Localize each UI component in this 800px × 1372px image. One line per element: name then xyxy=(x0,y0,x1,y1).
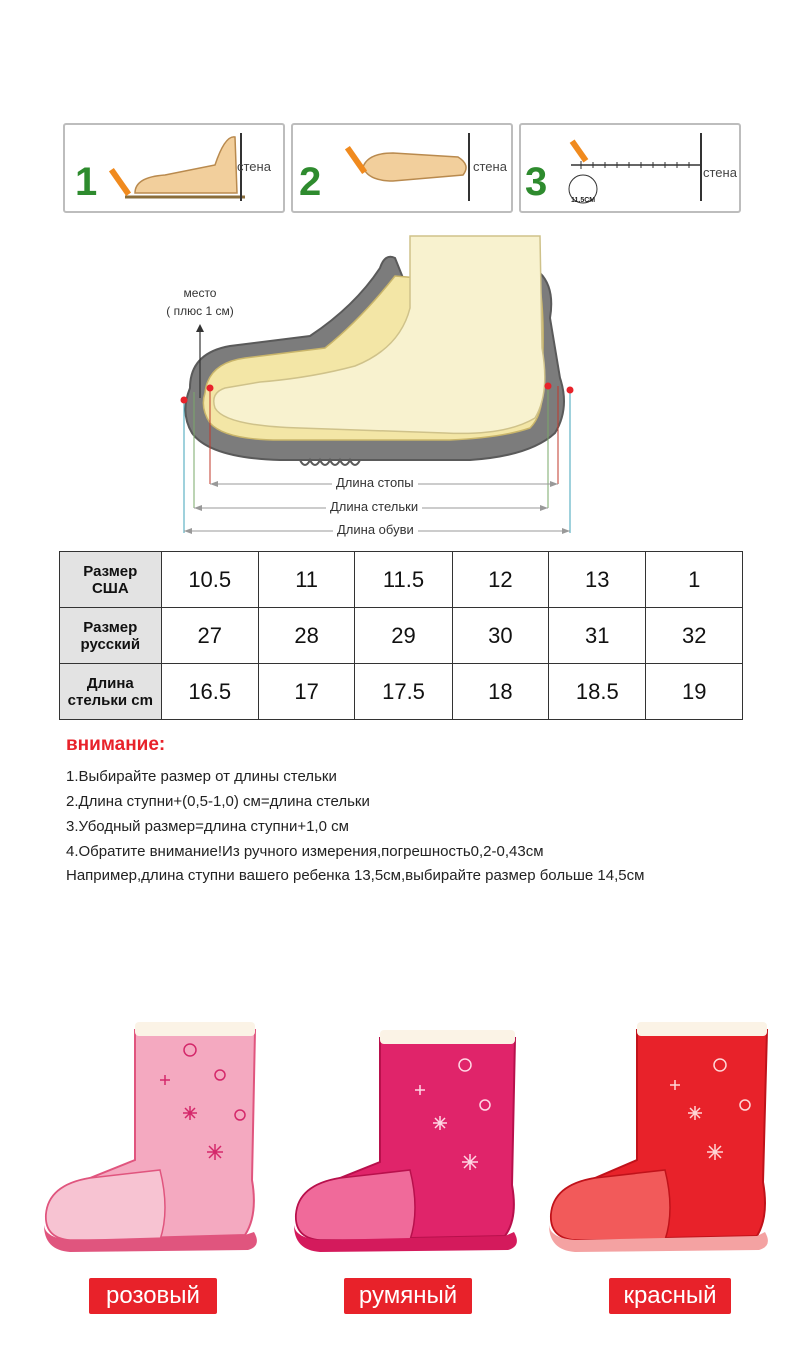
table-cell: 11.5 xyxy=(355,552,452,608)
table-cell: 18.5 xyxy=(549,664,646,720)
table-cell: 32 xyxy=(646,608,743,664)
table-row xyxy=(60,608,743,664)
size-chart-table xyxy=(59,551,743,720)
boot-red-illustration xyxy=(545,1010,775,1260)
foot-length-label: Длина стопы xyxy=(332,475,418,490)
table-cell: 28 xyxy=(258,608,355,664)
row-header xyxy=(60,664,162,720)
note-line: 1.Выбирайте размер от длины стельки xyxy=(66,768,337,785)
color-option-pink[interactable]: розовый xyxy=(89,1278,217,1314)
note-line: 4.Обратите внимание!Из ручного измерения,погрешность0,2-0,43см xyxy=(66,843,544,860)
attention-heading: внимание: xyxy=(66,734,166,755)
table-cell: 12 xyxy=(452,552,549,608)
row-header-line2: русский xyxy=(80,635,141,653)
table-cell: 1 xyxy=(646,552,743,608)
boot-pink-image[interactable] xyxy=(40,1010,270,1260)
note-line: 3.Убодный размер=длина ступни+1,0 см xyxy=(66,818,349,835)
table-cell: 17.5 xyxy=(355,664,452,720)
shoe-size-diagram xyxy=(150,228,630,548)
table-cell: 16.5 xyxy=(161,664,258,720)
note-line: 2.Длина ступни+(0,5-1,0) см=длина стельки xyxy=(66,793,370,810)
note-line: Например,длина ступни вашего ребенка 13,5см,выбирайте размер больше 14,5см xyxy=(66,867,645,884)
step-number: 2 xyxy=(299,160,322,204)
table-cell: 13 xyxy=(549,552,646,608)
row-header-line2: США xyxy=(91,579,129,597)
table-cell: 29 xyxy=(355,608,452,664)
extra-space-label-line2: ( плюс 1 см) xyxy=(166,304,234,318)
wall-label: стена xyxy=(703,165,737,180)
row-header xyxy=(60,608,162,664)
row-header-line1: Размер xyxy=(83,562,138,580)
table-row xyxy=(60,552,743,608)
table-row xyxy=(60,664,743,720)
insole-length-label: Длина стельки xyxy=(326,499,422,514)
table-cell: 19 xyxy=(646,664,743,720)
step-number: 3 xyxy=(525,160,548,204)
table-cell: 30 xyxy=(452,608,549,664)
shoe-length-label: Длина обуви xyxy=(333,522,418,537)
table-cell: 18 xyxy=(452,664,549,720)
row-header-line1: Длина xyxy=(86,674,134,692)
boot-blush-image[interactable] xyxy=(290,1010,520,1260)
step-2-panel xyxy=(291,123,513,213)
row-header-line1: Размер xyxy=(83,618,138,636)
table-cell: 11 xyxy=(258,552,355,608)
boot-red-image[interactable] xyxy=(545,1010,775,1260)
row-header-line2: стельки cm xyxy=(67,691,153,709)
boot-blush-illustration xyxy=(290,1010,520,1260)
table-cell: 27 xyxy=(161,608,258,664)
wall-label: стена xyxy=(473,159,507,174)
boot-pink-illustration xyxy=(40,1010,270,1260)
scale-label: 11.5CM xyxy=(571,197,596,204)
extra-space-label xyxy=(150,284,250,320)
step-number: 1 xyxy=(75,160,98,204)
step-3-panel xyxy=(519,123,741,213)
color-option-blush[interactable]: румяный xyxy=(344,1278,472,1314)
table-cell: 31 xyxy=(549,608,646,664)
color-option-red[interactable]: красный xyxy=(609,1278,731,1314)
extra-space-label-line1: место xyxy=(183,286,217,300)
step-1-panel xyxy=(63,123,285,213)
table-cell: 17 xyxy=(258,664,355,720)
row-header xyxy=(60,552,162,608)
table-cell: 10.5 xyxy=(161,552,258,608)
wall-label: стена xyxy=(237,159,271,174)
